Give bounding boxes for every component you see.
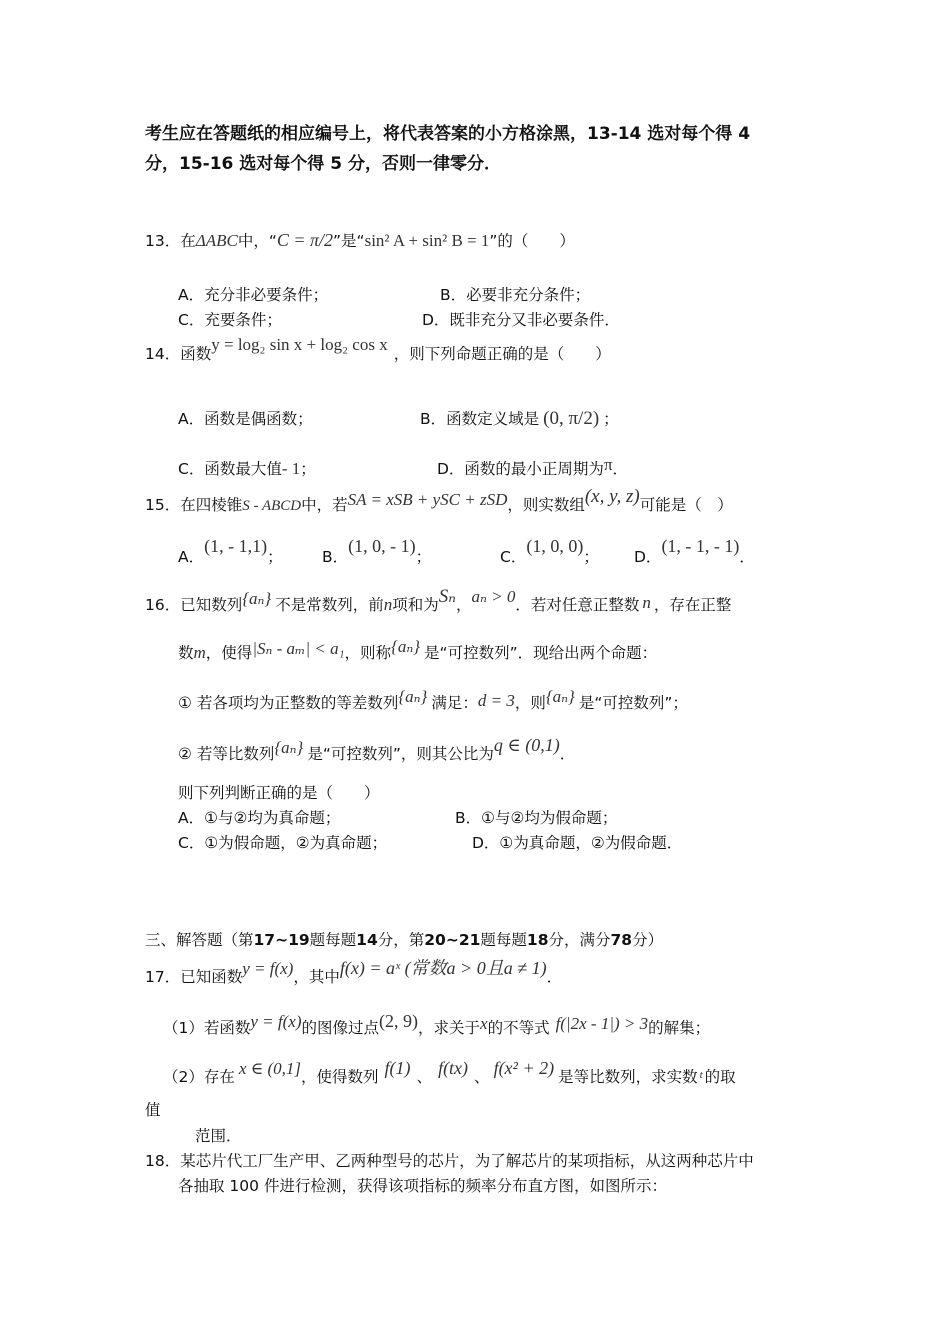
intro-line-2: 分，15-16 选对每个得 5 分，否则一律零分． bbox=[145, 154, 501, 174]
q16-option-c: C．①为假命题，②为真命题； bbox=[178, 834, 388, 852]
q16-line-1: 16．已知数列{aₙ} 不是常数列，前n项和为Sₙ，aₙ > 0．若对任意正整数 n ，存在正整 bbox=[145, 586, 732, 614]
q16-proposition-1: ① 若各项均为正整数的等差数列{aₙ} 满足：d = 3，则{aₙ} 是“可控数列”； bbox=[178, 687, 688, 712]
q13-stem: 13．在ΔABC中，“C = π/2”是“sin² A + sin² B = 1”的（ ） bbox=[145, 230, 575, 250]
q16-option-b: B．①与②均为假命题； bbox=[455, 809, 618, 827]
q16-line-2: 数m，使得|Sₙ - aₘ| < a₁，则称{aₙ} 是“可控数列”．现给出两个命题： bbox=[178, 637, 658, 662]
q16-option-d: D．①为真命题，②为假命题． bbox=[472, 834, 683, 852]
q13-option-c: C．充要条件； bbox=[178, 311, 282, 329]
q18-line-2: 各抽取 100 件进行检测，获得该项指标的频率分布直方图，如图所示： bbox=[178, 1177, 667, 1195]
q13-option-a: A．充分非必要条件； bbox=[178, 286, 329, 304]
q17-part-2-end: 范围． bbox=[195, 1127, 242, 1145]
q17-part-1: （1）若函数y = f(x)的图像过点(2, 9)，求关于x的不等式 f(|2x - 1|) > 3的解集； bbox=[163, 1011, 711, 1037]
q17-part-2: （2）存在 x ∈ (0,1]，使得数列 f(1) 、 f(tx) 、 f(x² + 2) 是等比数列，求实数 $^t$ 的取 bbox=[163, 1058, 736, 1086]
intro-line-1: 考生应在答题纸的相应编号上，将代表答案的小方格涂黑，13-14 选对每个得 4 bbox=[145, 124, 751, 144]
q13-option-d: D．既非充分又非必要条件． bbox=[422, 311, 620, 329]
section-3-heading: 三、解答题（第17~19题每题14分，第20~21题每题18分，满分78分） bbox=[145, 931, 664, 949]
q14-option-d: D．函数的最小正周期为π． bbox=[437, 455, 629, 478]
q16-ask: 则下列判断正确的是（ ） bbox=[178, 784, 380, 802]
q16-option-a: A．①与②均为真命题； bbox=[178, 809, 341, 827]
q17-stem: 17．已知函数y = f(x)，其中f(x) = aˣ (常数a > 0且a ≠ 1)． bbox=[145, 958, 563, 986]
q18-line-1: 18．某芯片代工厂生产甲、乙两种型号的芯片，为了解芯片的某项指标，从这两种芯片中 bbox=[145, 1152, 754, 1170]
q13-option-b: B．必要非充分条件； bbox=[440, 286, 591, 304]
q17-part-2-wrap: 值 bbox=[145, 1101, 161, 1119]
q14-option-a: A．函数是偶函数； bbox=[178, 410, 313, 428]
q15-option-b: B．(1, 0, - 1)； bbox=[322, 536, 432, 566]
q15-option-a: A．(1, - 1,1)； bbox=[178, 536, 283, 566]
q14-option-c: C．函数最大值- 1； bbox=[178, 459, 316, 478]
q15-stem: 15．在四棱锥S - ABCD中，若SA = xSB + ySC + zSD，则实数组(x, y, z)可能是（ ） bbox=[145, 486, 733, 514]
q15-option-d: D．(1, - 1, - 1)． bbox=[634, 536, 755, 566]
q16-proposition-2: ② 若等比数列{aₙ} 是“可控数列”，则其公比为q ∈ (0,1)． bbox=[178, 735, 576, 763]
q14-stem: 14．函数y = log₂ sin x + log₂ cos x ，则下列命题正确的是（ ） bbox=[145, 335, 611, 363]
q14-option-b: B．函数定义域是 (0, π/2) ； bbox=[420, 408, 619, 429]
q15-option-c: C．(1, 0, 0)； bbox=[500, 536, 599, 566]
